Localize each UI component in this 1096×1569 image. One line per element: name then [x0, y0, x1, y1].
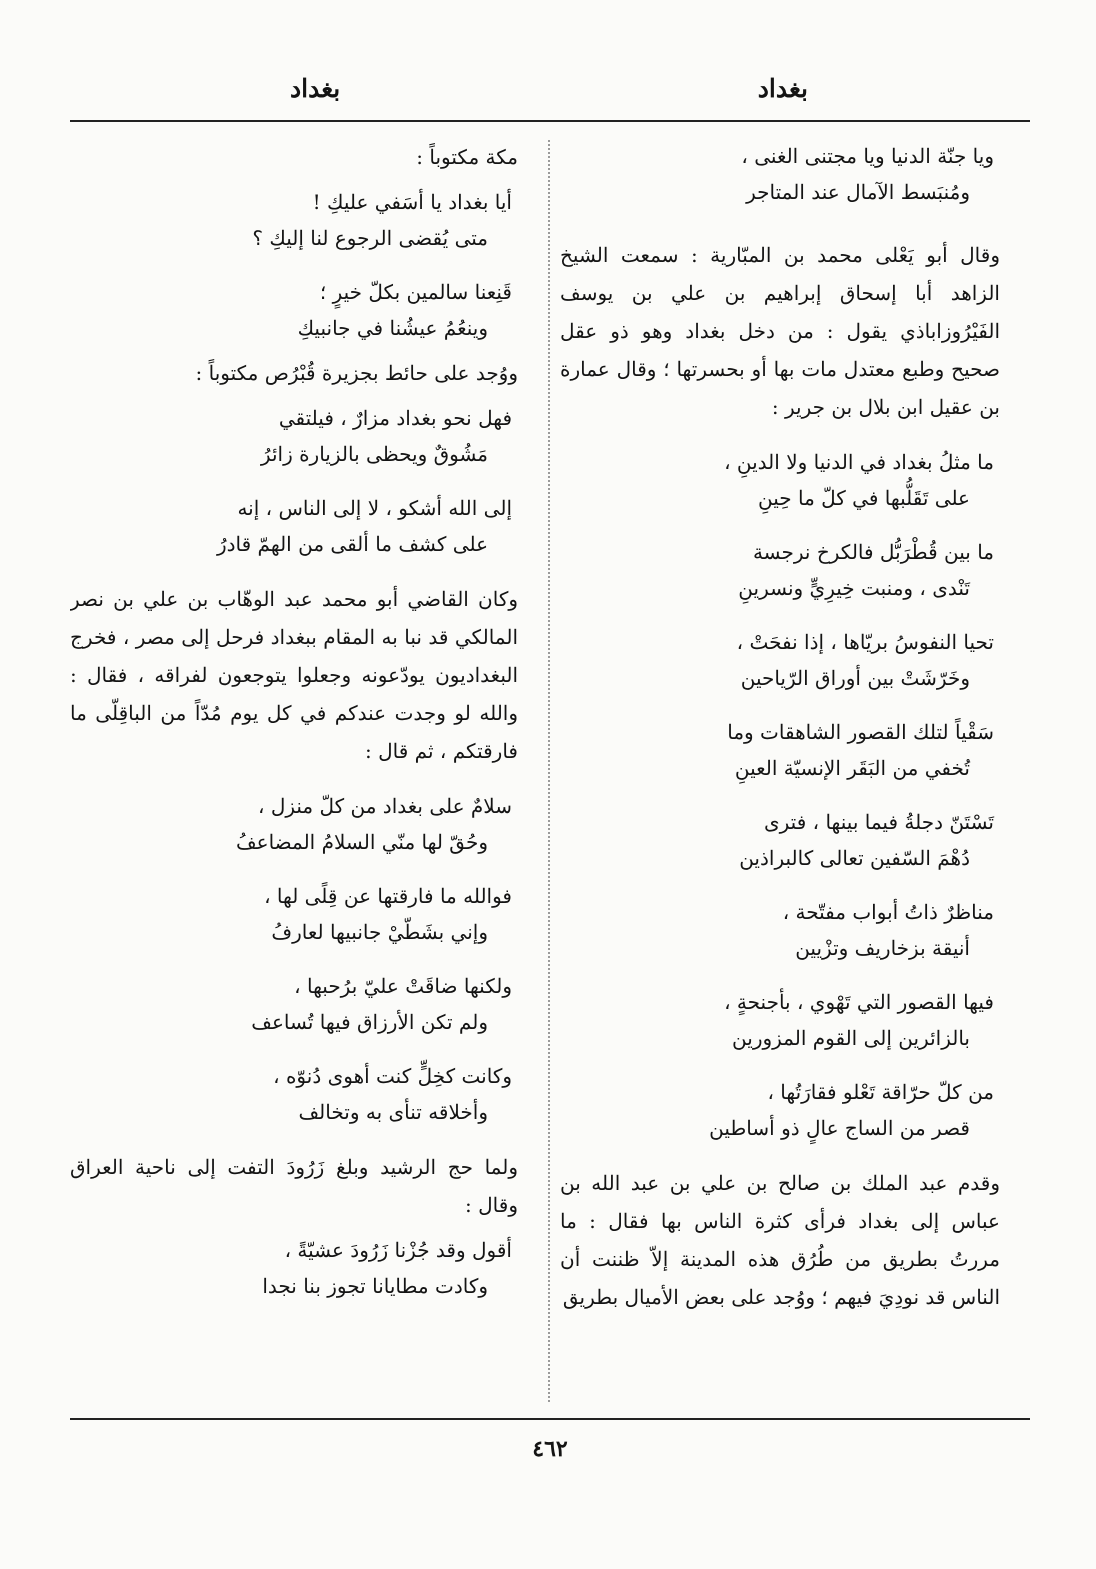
poem — [70, 788, 518, 1130]
verse-line: وخَرّشَتْ بين أوراق الرّياحين — [740, 666, 970, 690]
verse-line: على كشف ما ألقى من الهمّ قادرُ — [216, 532, 488, 556]
verse-line: من كلّ حرّاقة تَعْلو فقارَتُها ، — [767, 1080, 994, 1104]
verse-line: تُخفي من البَقَر الإنسيّة العينِ — [734, 756, 970, 780]
column-divider — [548, 140, 550, 1402]
page-number: ٤٦٢ — [532, 1436, 568, 1462]
verse-line: ما بين قُطْرَبُّل فالكرخ نرجسة — [752, 540, 994, 564]
poem — [70, 1232, 518, 1304]
paragraph: وكان القاضي أبو محمد عبد الوهّاب بن علي بن نصر المالكي قد نبا به المقام ببغداد فرحل إلى مصر ، فخرج البغداديون يودّعونه وجعلوا يتوجعون لفراقه ، فقال : والله لو وجدت عندكم في كل يوم مُدّاً من الباقِلّى ما فارقتكم ، ثم قال : — [70, 587, 518, 763]
paragraph: مكة مكتوباً : — [416, 145, 518, 169]
poem — [70, 184, 518, 346]
verse-line: ولم تكن الأرزاق فيها تُساعف — [251, 1010, 488, 1034]
paragraph: ولما حج الرشيد وبلغ زَرُودَ التفت إلى ناحية العراق وقال : — [70, 1155, 518, 1217]
verse-line: دُهْمَ السّفين تعالى كالبراذين — [739, 846, 970, 870]
verse-line: سلامٌ على بغداد من كلّ منزل ، — [258, 794, 512, 818]
left-column — [70, 138, 518, 1400]
verse-line: أقول وقد جُزْنا زَرُودَ عشيّةً ، — [284, 1238, 512, 1262]
verse-line: فيها القصور التي تَهْوي ، بأجنحةٍ ، — [724, 990, 994, 1014]
verse-line: وأخلاقه تنأى به وتخالف — [298, 1100, 488, 1124]
verse-line: وينعُمُ عيشُنا في جانبيكِ — [297, 316, 488, 340]
verse-line: على تَقَلُّبها في كلّ ما حِينِ — [758, 486, 970, 510]
verse-line: وإني بشَطّيْ جانبيها لعارفُ — [271, 920, 488, 944]
paragraph: ووُجد على حائط بجزيرة قُبْرُص مكتوباً : — [195, 361, 518, 385]
verse-line: ومُنبَسط الآمال عند المتاجر — [746, 180, 970, 204]
right-column — [560, 138, 1000, 1400]
verse-line: وحُقّ لها منّي السلامُ المضاعفُ — [235, 830, 488, 854]
verse-line: مناظرٌ ذاتُ أبواب مفتّحة ، — [782, 900, 994, 924]
verse-line: بالزائرين إلى القوم المزورين — [732, 1026, 970, 1050]
header-rule — [70, 120, 1030, 122]
verse-line: ما مثلُ بغداد في الدنيا ولا الدينِ ، — [724, 450, 994, 474]
poem — [560, 444, 1000, 1146]
verse-line: ويا جنّة الدنيا ويا مجتنى الغنى ، — [741, 144, 994, 168]
verse-line: إلى الله أشكو ، لا إلى الناس ، إنه — [237, 496, 512, 520]
poem — [70, 400, 518, 562]
paragraph: وقال أبو يَعْلى محمد بن المبّارية : سمعت الشيخ الزاهد أبا إسحاق إبراهيم بن علي بن يوسف الفَيْرُوزاباذي يقول : من دخل بغداد وهو ذو عقل صحيح وطبع معتدل مات بها أو بحسرتها ؛ وقال عمارة بن عقيل ابن بلال بن جرير : — [560, 243, 1000, 419]
paragraph: وقدم عبد الملك بن صالح بن علي بن عبد الله بن عباس إلى بغداد فرأى كثرة الناس بها فقال : ما مررتُ بطريق من طُرُق هذه المدينة إلاّ ظننت أن الناس قد نودِيَ فيهم ؛ ووُجد على بعض الأميال بطريق — [560, 1171, 1000, 1309]
verse-block — [560, 138, 1000, 210]
verse-line: وكانت كخِلٍّ كنت أهوى دُنوّه ، — [273, 1064, 512, 1088]
verse-line: متى يُقضى الرجوع لنا إليكِ ؟ — [252, 226, 488, 250]
verse-line: فوالله ما فارقتها عن قِلًى لها ، — [264, 884, 512, 908]
verse-line: ولكنها ضاقَتْ عليّ برُحبها ، — [294, 974, 512, 998]
verse-line: تحيا النفوسُ بريّاها ، إذا نفحَتْ ، — [736, 630, 994, 654]
verse-line: أنيقة بزخاريف وتزْيين — [795, 936, 970, 960]
footer-rule — [70, 1418, 1030, 1420]
verse-line: فهل نحو بغداد مزارٌ ، فيلتقي — [278, 406, 512, 430]
verse-line: تَسْتَنّ دجلةُ فيما بينها ، فترى — [763, 810, 994, 834]
verse-line: مَشُوقٌ ويحظى بالزيارة زائرُ — [260, 442, 488, 466]
running-header-left: بغداد — [290, 74, 341, 103]
verse-line: تَنْدى ، ومنبت خِيرِيٍّ ونسرينِ — [738, 576, 970, 600]
verse-line: سَقْياً لتلك القصور الشاهقات وما — [727, 720, 994, 744]
verse-line: قصر من الساج عالٍ ذو أساطين — [709, 1116, 970, 1140]
verse-line: قَنِعنا سالمين بكلّ خيرٍ ؛ — [319, 280, 512, 304]
running-header-right: بغداد — [757, 74, 808, 103]
verse-line: أيا بغداد يا أسَفي عليكِ ! — [312, 190, 512, 214]
verse-line: وكادت مطايانا تجوز بنا نجدا — [262, 1274, 488, 1298]
